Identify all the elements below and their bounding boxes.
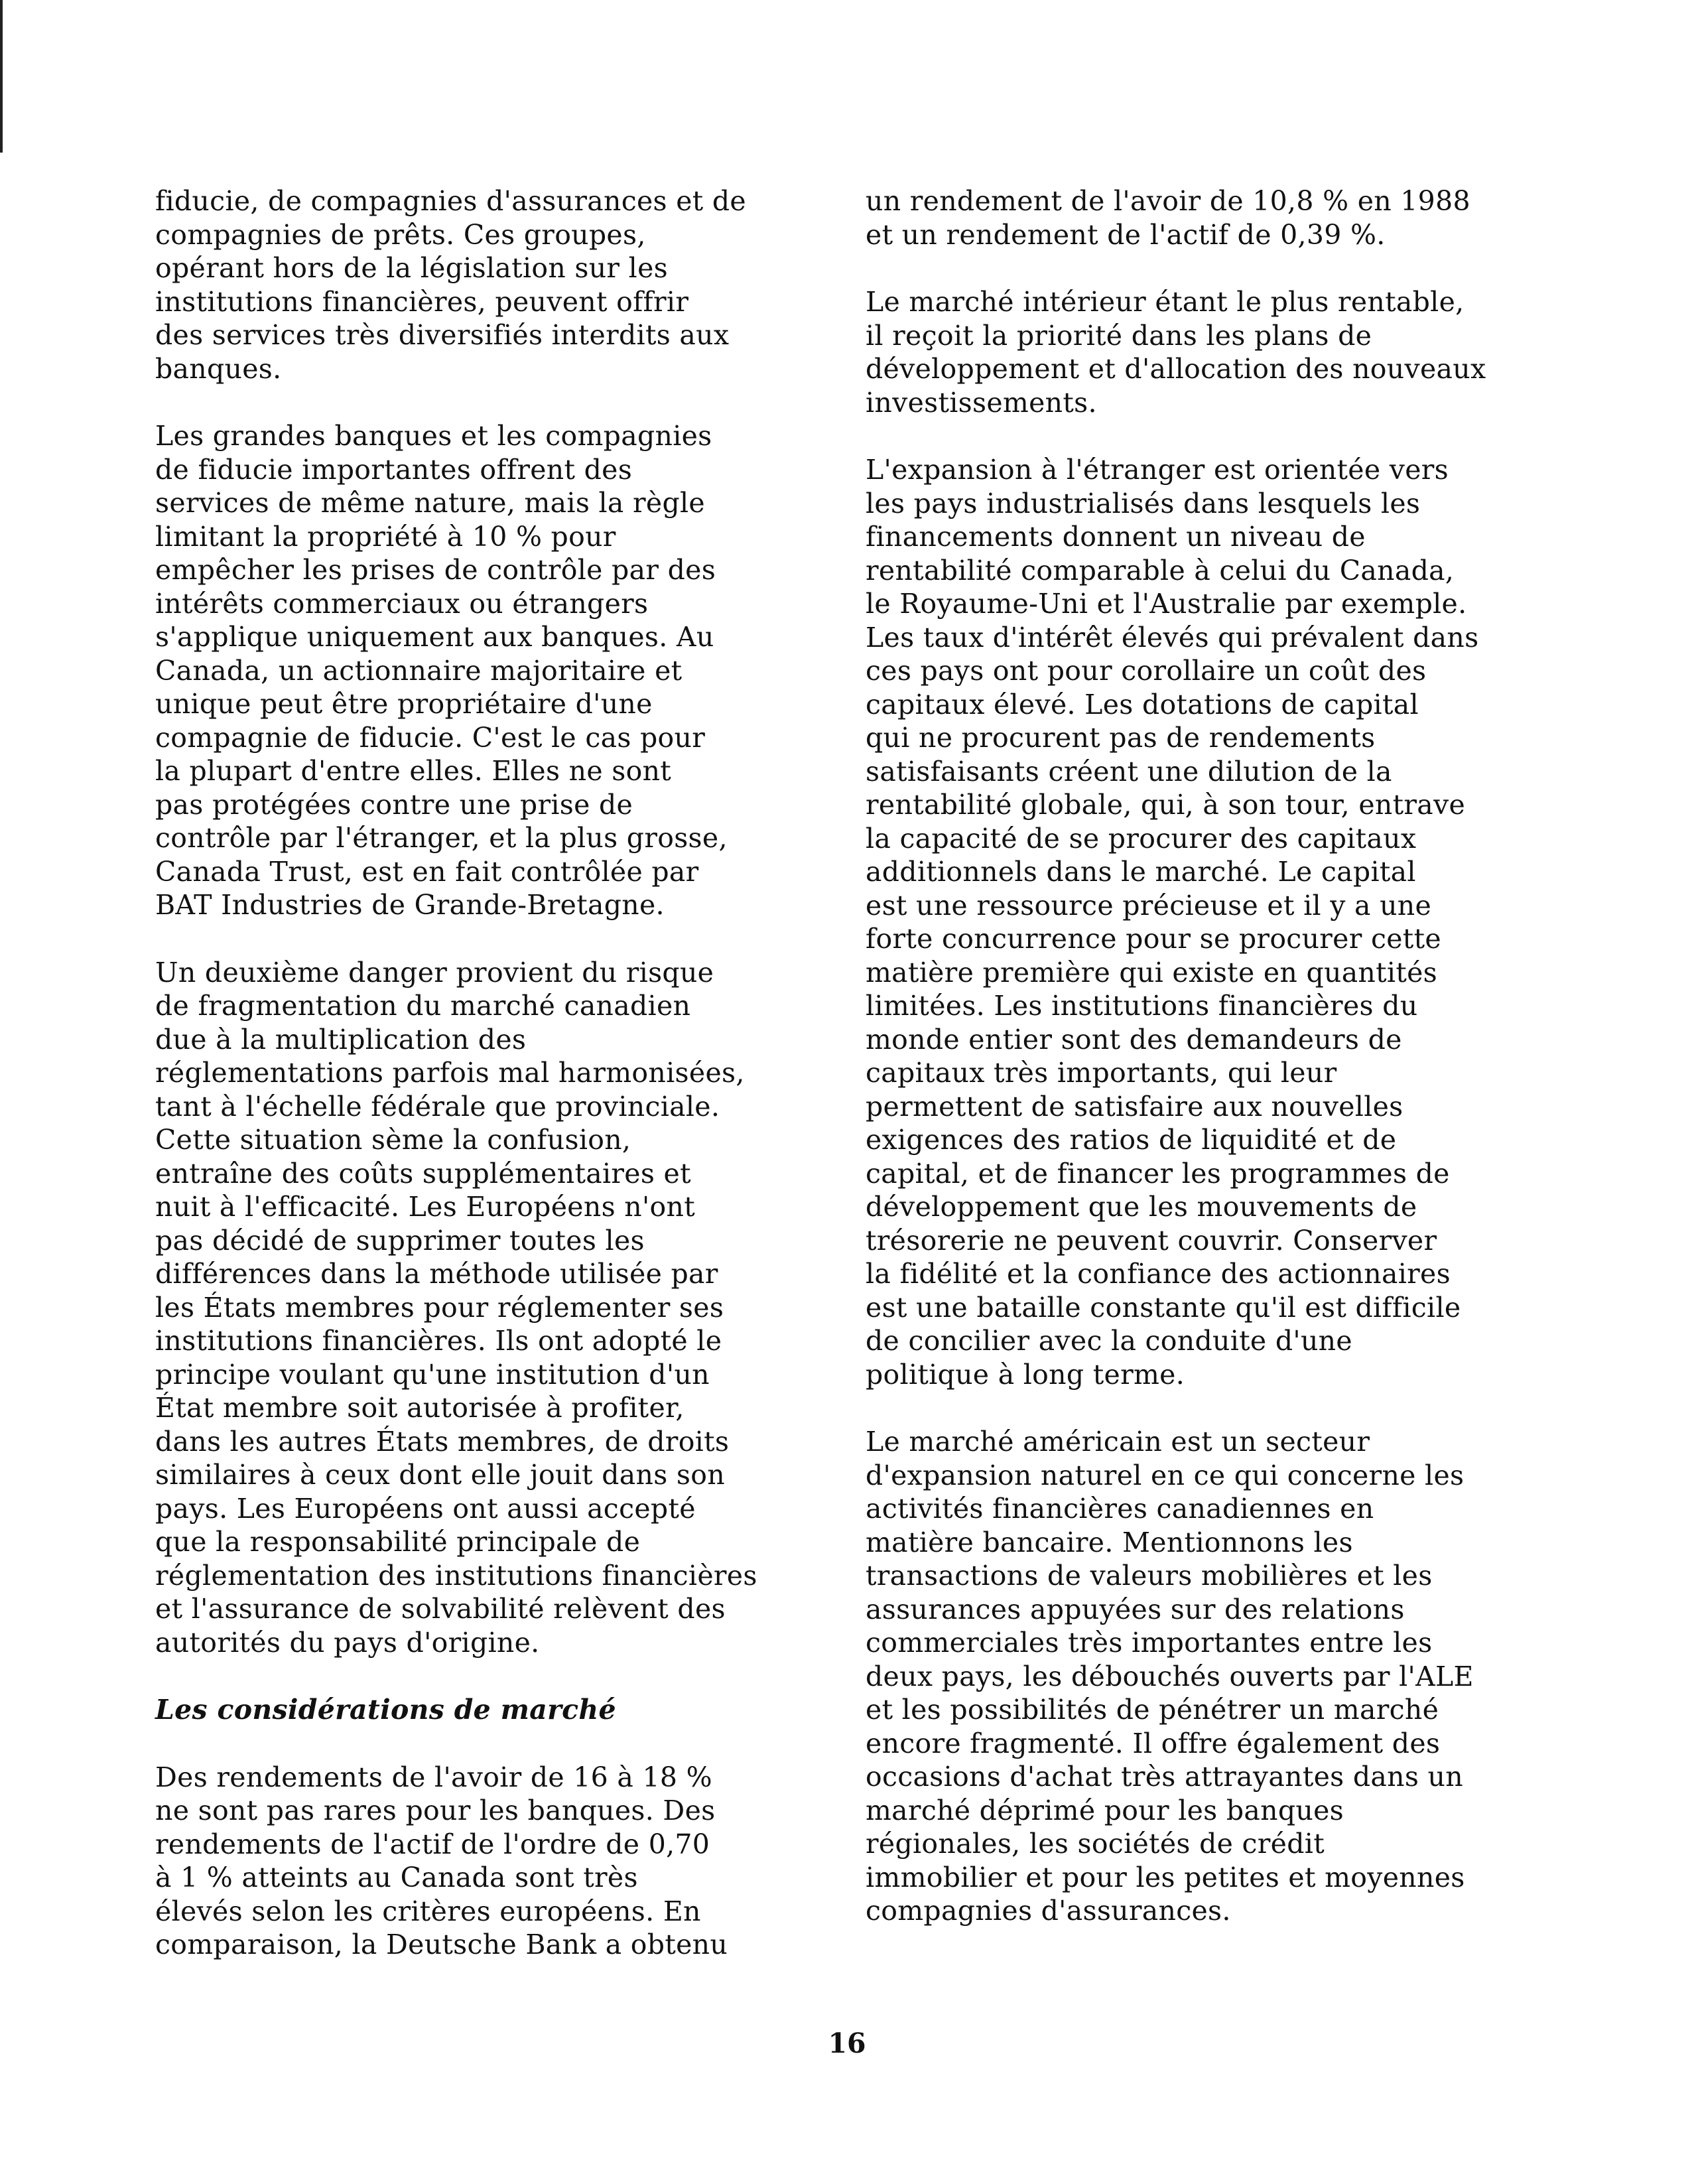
- text-line: assurances appuyées sur des relations: [866, 1593, 1405, 1625]
- text-line: un rendement de l'avoir de 10,8 % en 1988: [866, 185, 1470, 217]
- text-line: des services très diversifiés interdits aux: [155, 319, 730, 351]
- text-line: limitant la propriété à 10 % pour: [155, 520, 616, 553]
- text-line: opérant hors de la législation sur les: [155, 252, 668, 284]
- text-line: il reçoit la priorité dans les plans de: [866, 319, 1372, 352]
- text-line: Les grandes banques et les compagnies: [155, 420, 712, 452]
- text-line: le Royaume-Uni et l'Australie par exemple.: [866, 588, 1467, 620]
- text-line: tant à l'échelle fédérale que provinciale.: [155, 1090, 720, 1123]
- text-line: ne sont pas rares pour les banques. Des: [155, 1795, 716, 1826]
- text-line: exigences des ratios de liquidité et de: [866, 1124, 1397, 1156]
- text-line: et l'assurance de solvabilité relèvent des: [155, 1593, 726, 1625]
- text-line: comparaison, la Deutsche Bank a obtenu: [155, 1929, 728, 1960]
- paragraph: [155, 956, 818, 1660]
- text-line: intérêts commerciaux ou étrangers: [155, 587, 649, 620]
- text-line: capital, et de financer les programmes de: [866, 1157, 1450, 1190]
- text-line: les États membres pour réglementer ses: [155, 1291, 724, 1324]
- paragraph: [155, 184, 818, 385]
- text-line: monde entier sont des demandeurs de: [866, 1023, 1402, 1056]
- text-line: pas décidé de supprimer toutes les: [155, 1224, 645, 1257]
- text-line: et un rendement de l'actif de 0,39 %.: [866, 218, 1386, 251]
- text-line: institutions financières. Ils ont adopté le: [155, 1325, 722, 1357]
- text-line: État membre soit autorisée à profiter,: [155, 1392, 684, 1424]
- text-line: Le marché américain est un secteur: [866, 1426, 1370, 1458]
- paragraph: [866, 1425, 1535, 1928]
- scan-edge-mark: [0, 0, 3, 153]
- text-line: et les possibilités de pénétrer un marché: [866, 1694, 1439, 1726]
- paragraph: [866, 285, 1535, 419]
- text-line: occasions d'achat très attrayantes dans un: [866, 1761, 1463, 1793]
- text-line: rentabilité globale, qui, à son tour, entrave: [866, 789, 1466, 821]
- text-line: principe voulant qu'une institution d'un: [155, 1358, 710, 1391]
- text-line: immobilier et pour les petites et moyennes: [866, 1861, 1465, 1893]
- text-line: encore fragmenté. Il offre également des: [866, 1727, 1441, 1759]
- text-line: matière bancaire. Mentionnons les: [866, 1526, 1353, 1558]
- text-line: banques.: [155, 352, 282, 385]
- text-line: élevés selon les critères européens. En: [155, 1895, 701, 1927]
- text-line: s'applique uniquement aux banques. Au: [155, 621, 714, 653]
- left-column: [155, 184, 818, 1996]
- text-line: empêcher les prises de contrôle par des: [155, 554, 716, 586]
- text-line: réglementations parfois mal harmonisées,: [155, 1057, 745, 1089]
- text-line: Des rendements de l'avoir de 16 à 18 %: [155, 1761, 712, 1793]
- text-line: financements donnent un niveau de: [866, 521, 1366, 553]
- text-line: compagnies d'assurances.: [866, 1895, 1231, 1927]
- text-line: la capacité de se procurer des capitaux: [866, 822, 1417, 854]
- text-line: est une ressource précieuse et il y a une: [866, 889, 1432, 921]
- text-line: forte concurrence pour se procurer cette: [866, 923, 1441, 955]
- text-line: Un deuxième danger provient du risque: [155, 956, 714, 989]
- text-line: rentabilité comparable à celui du Canada,: [866, 554, 1455, 586]
- text-line: permettent de satisfaire aux nouvelles: [866, 1090, 1403, 1123]
- text-line: transactions de valeurs mobilières et les: [866, 1560, 1433, 1592]
- text-line: rendements de l'actif de l'ordre de 0,70: [155, 1828, 710, 1860]
- text-line: que la responsabilité principale de: [155, 1526, 641, 1558]
- text-line: nuit à l'efficacité. Les Européens n'ont: [155, 1191, 695, 1223]
- text-line: BAT Industries de Grande-Bretagne.: [155, 889, 665, 921]
- text-line: Le marché intérieur étant le plus rentable,: [866, 286, 1465, 318]
- text-line: politique à long terme.: [866, 1358, 1185, 1391]
- text-line: due à la multiplication des: [155, 1023, 527, 1056]
- text-line: limitées. Les institutions financières du: [866, 990, 1418, 1022]
- text-line: services de même nature, mais la règle: [155, 487, 705, 519]
- text-line: dans les autres États membres, de droits: [155, 1425, 730, 1458]
- text-line: régionales, les sociétés de crédit: [866, 1828, 1325, 1860]
- text-line: autorités du pays d'origine.: [155, 1626, 540, 1659]
- text-line: la plupart d'entre elles. Elles ne sont: [155, 755, 672, 787]
- text-line: institutions financières, peuvent offrir: [155, 285, 689, 318]
- text-line: pas protégées contre une prise de: [155, 788, 633, 821]
- text-line: activités financières canadiennes en: [866, 1493, 1374, 1525]
- text-line: L'expansion à l'étranger est orientée vers: [866, 454, 1449, 486]
- text-line: additionnels dans le marché. Le capital: [866, 856, 1416, 888]
- text-line: de fiducie importantes offrent des: [155, 453, 633, 486]
- text-line: capitaux très importants, qui leur: [866, 1057, 1337, 1089]
- paragraph: [155, 419, 818, 922]
- page-number: 16: [828, 2027, 866, 2059]
- text-line: investissements.: [866, 386, 1097, 419]
- text-line: développement et d'allocation des nouveaux: [866, 353, 1486, 385]
- text-line: qui ne procurent pas de rendements: [866, 722, 1376, 754]
- text-line: différences dans la méthode utilisée par: [155, 1258, 718, 1290]
- paragraph: [866, 453, 1535, 1391]
- paragraph: [866, 184, 1535, 251]
- text-line: matière première qui existe en quantités: [866, 956, 1438, 989]
- text-line: contrôle par l'étranger, et la plus grosse,: [155, 822, 728, 854]
- text-line: Les taux d'intérêt élevés qui prévalent dans: [866, 621, 1479, 653]
- text-line: d'expansion naturel en ce qui concerne les: [866, 1459, 1465, 1491]
- text-line: développement que les mouvements de: [866, 1191, 1417, 1223]
- text-line: satisfaisants créent une dilution de la: [866, 755, 1392, 787]
- text-line: unique peut être propriétaire d'une: [155, 688, 653, 720]
- text-line: les pays industrialisés dans lesquels les: [866, 487, 1421, 519]
- text-line: est une bataille constante qu'il est difficile: [866, 1291, 1461, 1324]
- text-line: compagnies de prêts. Ces groupes,: [155, 218, 646, 251]
- text-line: similaires à ceux dont elle jouit dans son: [155, 1459, 725, 1491]
- text-line: Cette situation sème la confusion,: [155, 1124, 631, 1156]
- text-line: la fidélité et la confiance des actionnaires: [866, 1258, 1451, 1290]
- text-line: deux pays, les débouchés ouverts par l'ALE: [866, 1660, 1474, 1692]
- paragraph: [155, 1761, 818, 1962]
- text-line: ces pays ont pour corollaire un coût des: [866, 655, 1427, 687]
- text-line: fiducie, de compagnies d'assurances et de: [155, 185, 746, 217]
- section-heading: Les considérations de marché: [155, 1694, 616, 1726]
- text-line: trésorerie ne peuvent couvrir. Conserver: [866, 1224, 1437, 1257]
- text-line: réglementation des institutions financières: [155, 1559, 757, 1592]
- right-column: [866, 184, 1535, 1962]
- text-line: de fragmentation du marché canadien: [155, 990, 691, 1022]
- text-line: à 1 % atteints au Canada sont très: [155, 1862, 638, 1893]
- text-line: pays. Les Européens ont aussi accepté: [155, 1492, 696, 1525]
- text-line: commerciales très importantes entre les: [866, 1627, 1433, 1659]
- text-line: capitaux élevé. Les dotations de capital: [866, 688, 1419, 720]
- text-line: marché déprimé pour les banques: [866, 1794, 1344, 1826]
- text-line: compagnie de fiducie. C'est le cas pour: [155, 721, 706, 754]
- text-line: entraîne des coûts supplémentaires et: [155, 1157, 691, 1190]
- text-line: Canada Trust, est en fait contrôlée par: [155, 855, 699, 888]
- text-line: de concilier avec la conduite d'une: [866, 1325, 1352, 1357]
- text-line: Canada, un actionnaire majoritaire et: [155, 654, 683, 687]
